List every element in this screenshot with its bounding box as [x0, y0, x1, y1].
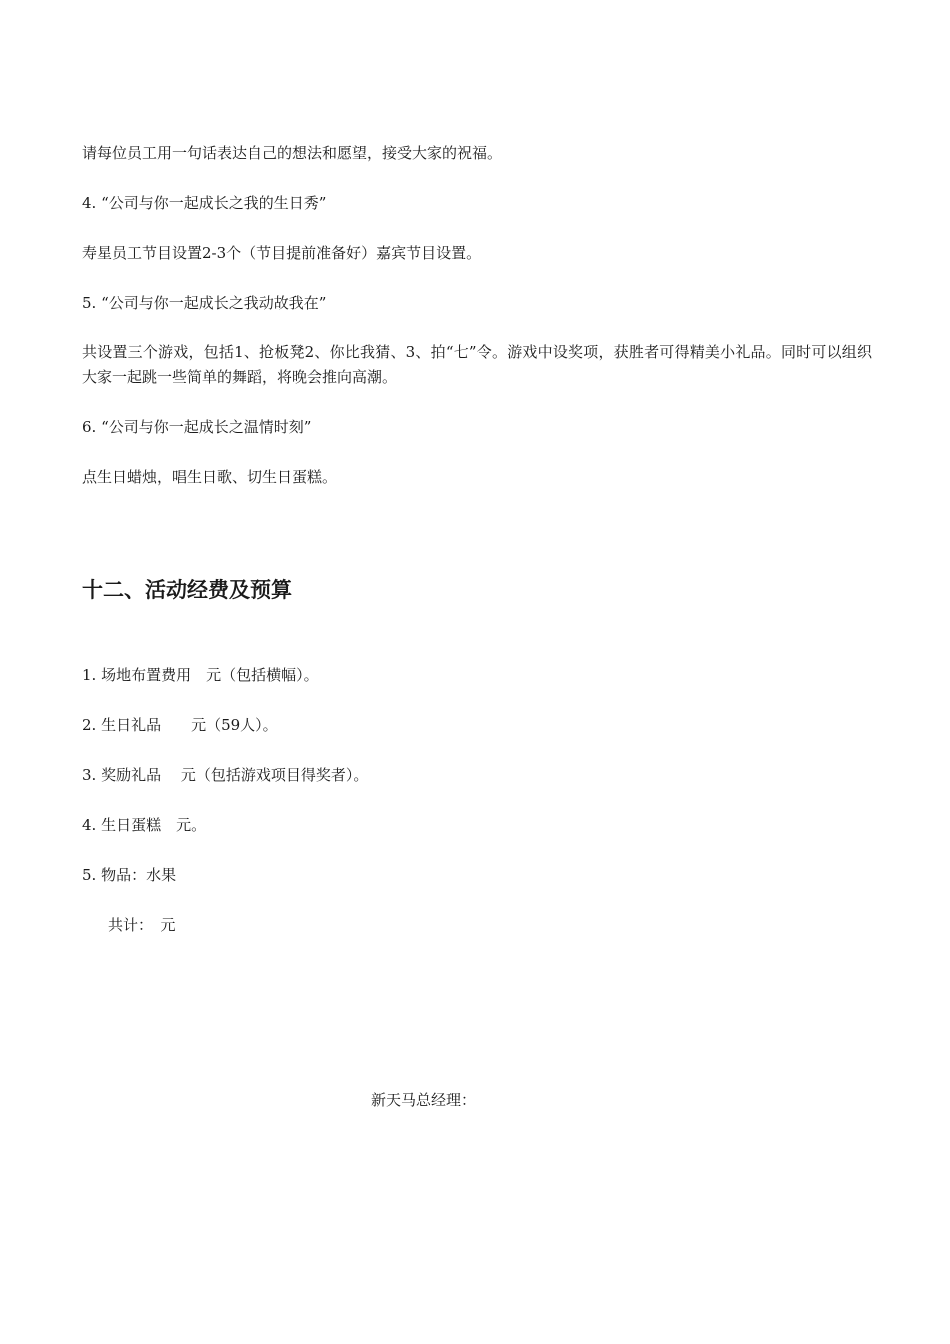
- budget-total: 共计： 元: [108, 916, 176, 934]
- section-12-heading: 十二、活动经费及预算: [82, 577, 292, 602]
- signature-line: 新天马总经理：: [371, 1091, 477, 1109]
- item-4-title: 4. “公司与你一起成长之我的生日秀”: [82, 194, 327, 212]
- item-5-title: 5. “公司与你一起成长之我动故我在”: [82, 294, 327, 312]
- budget-item-4: 4. 生日蛋糕 元。: [82, 816, 207, 834]
- budget-item-5: 5. 物品：水果: [82, 866, 177, 884]
- item-6-title: 6. “公司与你一起成长之温情时刻”: [82, 418, 312, 436]
- budget-item-1: 1. 场地布置费用 元（包括横幅）。: [82, 666, 319, 684]
- item-5-text: 共设置三个游戏，包括1、抢板凳2、你比我猜、3、拍“七”令。游戏中设奖项，获胜者可得精美小礼品。同时可以组织大家一起跳一些简单的舞蹈，将晚会推向高潮。: [82, 343, 872, 386]
- item-6-text: 点生日蜡烛，唱生日歌、切生日蛋糕。: [82, 468, 338, 486]
- item-4-text: 寿星员工节目设置2-3个（节目提前准备好）嘉宾节目设置。: [82, 244, 482, 262]
- budget-item-2: 2. 生日礼品 元（59人）。: [82, 716, 278, 734]
- paragraph-wish: 请每位员工用一句话表达自己的想法和愿望，接受大家的祝福。: [82, 144, 503, 162]
- budget-item-3: 3. 奖励礼品 元（包括游戏项目得奖者）。: [82, 766, 369, 784]
